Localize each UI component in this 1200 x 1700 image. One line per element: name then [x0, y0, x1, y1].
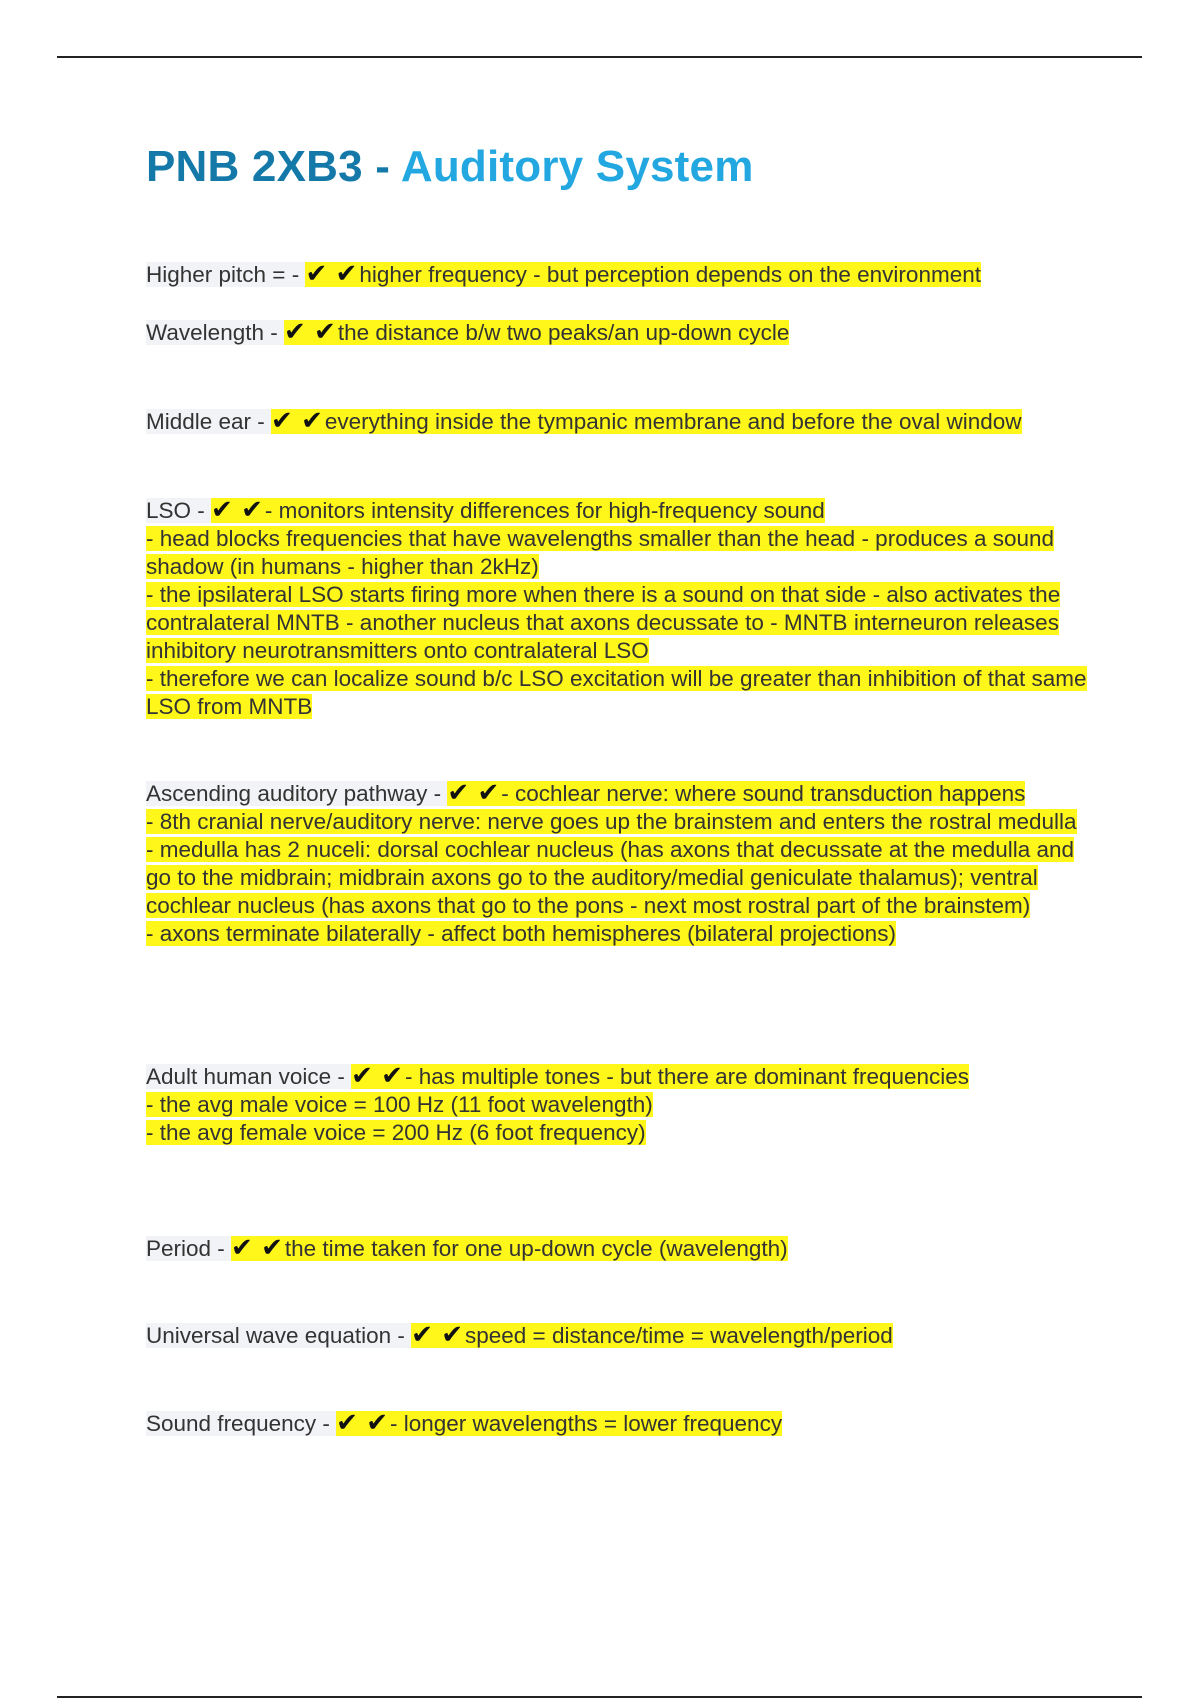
card-answer: the distance b/w two peaks/an up-down cycle	[337, 320, 790, 345]
card-answer: - has multiple tones - but there are dominant frequencies - the avg male voice = 100 Hz (11 foot wavelength) - the avg female voice = 200 Hz (6 foot frequency)	[146, 1064, 970, 1145]
card-term: Higher pitch = -	[146, 262, 306, 287]
check-mark-icon: ✔	[336, 1408, 358, 1438]
flashcard-period	[146, 1234, 1091, 1263]
flashcard-higher-pitch	[146, 260, 1091, 289]
flashcard-adult-human-voice	[146, 1062, 1091, 1147]
card-term: Adult human voice -	[146, 1064, 352, 1089]
card-term: Ascending auditory pathway -	[146, 781, 448, 806]
check-mark-icon: ✔	[241, 495, 263, 525]
check-mark-icon: ✔	[261, 1233, 283, 1263]
check-mark-icon: ✔	[335, 259, 358, 289]
card-answer: - cochlear nerve: where sound transduction happens - 8th cranial nerve/auditory nerve: nerve goes up the brainstem and enters the rostral medulla - medulla has 2 nuceli: dorsal cochlear nucleus (has axons that decussate at the medulla and go to the midbrain; midbrain axons go to the auditory/medial geniculate thalamus); ventral cochlear nucleus (has axons that go to the pons - next most rostral part of the brainstem) - axons terminate bilaterally - affect both hemispheres (bilateral projections)	[146, 781, 1077, 946]
card-answer: the time taken for one up-down cycle (wavelength)	[284, 1236, 788, 1261]
card-answer-highlight	[283, 317, 790, 347]
check-mark-icon: ✔	[301, 406, 323, 436]
card-term: Middle ear -	[146, 409, 272, 434]
card-answer: everything inside the tympanic membrane and before the oval window	[324, 409, 1022, 434]
bottom-rule	[57, 1696, 1142, 1698]
title-course-code: PNB 2XB3	[146, 142, 363, 191]
card-term: Period -	[146, 1236, 232, 1261]
check-mark-icon: ✔	[314, 317, 336, 347]
check-mark-icon: ✔	[271, 406, 293, 436]
card-answer: - longer wavelengths = lower frequency	[389, 1411, 783, 1436]
check-mark-icon: ✔	[477, 778, 500, 808]
flashcard-lso	[146, 496, 1091, 721]
check-mark-icon: ✔	[411, 1320, 433, 1350]
card-answer-highlight	[271, 406, 1022, 436]
check-mark-icon: ✔	[351, 1061, 373, 1091]
flashcard-middle-ear	[146, 407, 1091, 436]
flashcard-sound-frequency	[146, 1409, 1091, 1438]
card-term: LSO -	[146, 498, 212, 523]
top-rule	[57, 56, 1142, 58]
card-answer-highlight	[146, 495, 1087, 719]
card-answer: - monitors intensity differences for high-frequency sound - head blocks frequencies that have wavelengths smaller than the head - produces a sound shadow (in humans - higher than 2kHz) - the ipsilateral LSO starts firing more when there is a sound on that side - also activates the contralateral MNTB - another nucleus that axons decussate to - MNTB interneuron releases inhibitory neurotransmitters onto contralateral LSO - therefore we can localize sound b/c LSO excitation will be greater than inhibition of that same LSO from MNTB	[146, 498, 1087, 719]
card-answer: speed = distance/time = wavelength/period	[465, 1323, 893, 1348]
check-mark-icon: ✔	[366, 1408, 388, 1438]
check-mark-icon: ✔	[441, 1320, 463, 1350]
flashcard-ascending-auditory-pathway	[146, 779, 1091, 948]
title-topic: Auditory System	[400, 142, 754, 191]
card-answer: higher frequency - but perception depends on the environment	[359, 262, 981, 287]
card-term: Sound frequency -	[146, 1411, 337, 1436]
check-mark-icon: ✔	[381, 1061, 403, 1091]
flashcard-universal-wave-equation	[146, 1321, 1091, 1350]
card-answer-highlight	[231, 1233, 788, 1263]
card-answer-highlight	[336, 1408, 783, 1438]
card-answer-highlight	[411, 1320, 893, 1350]
flashcard-wavelength	[146, 318, 1091, 347]
card-answer-highlight	[305, 259, 981, 289]
check-mark-icon: ✔	[447, 778, 470, 808]
document-title	[146, 142, 754, 192]
card-term: Wavelength -	[146, 320, 284, 345]
check-mark-icon: ✔	[211, 495, 233, 525]
check-mark-icon: ✔	[283, 317, 306, 347]
card-term: Universal wave equation -	[146, 1323, 412, 1348]
title-separator: -	[362, 142, 401, 191]
check-mark-icon: ✔	[231, 1233, 253, 1263]
check-mark-icon: ✔	[305, 259, 328, 289]
